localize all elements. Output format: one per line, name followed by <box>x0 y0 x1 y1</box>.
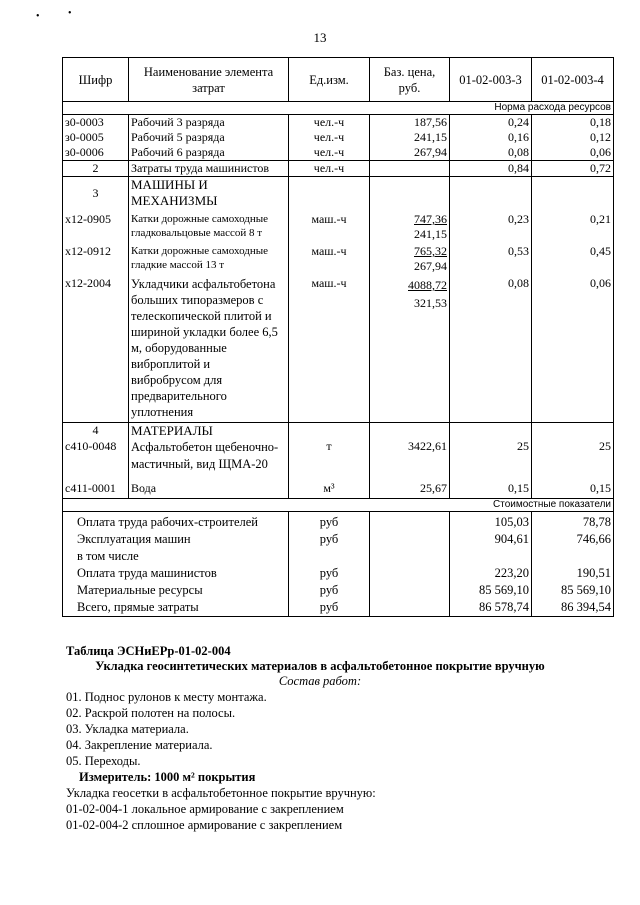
price-operator: 321,53 <box>414 296 447 310</box>
price-operator: 267,94 <box>414 259 447 273</box>
page-number: 13 <box>313 30 327 45</box>
cell-v2: 0,72 <box>532 161 614 177</box>
name-line: Катки дорожные самоходные <box>131 245 269 257</box>
name-line: Укладчики асфальтобетона <box>131 277 276 291</box>
cell-price: 241,15 <box>370 130 450 145</box>
summary-unit: руб <box>289 599 370 617</box>
resource-norm-table <box>62 57 614 617</box>
section-title-line: МЕХАНИЗМЫ <box>131 193 218 208</box>
cell-unit: чел.-ч <box>289 130 370 145</box>
cell-v2: 25 <box>532 439 614 473</box>
header-col1: 01-02-003-3 <box>450 58 532 102</box>
summary-label: Эксплуатация машин <box>63 531 289 548</box>
summary-label: Всего, прямые затраты <box>63 599 289 617</box>
work-step: 01. Поднос рулонов к месту монтажа. <box>66 690 267 704</box>
cell-code: 2 <box>63 161 129 177</box>
cell-price: 25,67 <box>370 473 450 499</box>
cell-code: 4 <box>63 423 129 440</box>
cell-price <box>370 242 450 274</box>
header-code: Шифр <box>63 58 129 102</box>
work-step: 02. Раскрой полотен на полосы. <box>66 706 236 720</box>
header-price: Баз. цена, руб. <box>370 58 450 102</box>
price-value: 765,32 <box>414 244 447 258</box>
cell-unit: т <box>289 439 370 473</box>
summary-v2: 78,78 <box>532 512 614 532</box>
table-row <box>63 209 614 242</box>
table-row <box>63 274 614 423</box>
variant-item: 01-02-004-2 сплошное армирование с закреплением <box>66 818 343 832</box>
name-line: больших типоразмеров с <box>131 293 264 307</box>
cell-v2: 0,15 <box>532 473 614 499</box>
name-line: шириной укладки более 6,5 <box>131 325 278 339</box>
summary-v1: 904,61 <box>450 531 532 548</box>
cell-v2: 0,18 <box>532 115 614 131</box>
cell-price <box>370 161 450 177</box>
summary-row <box>63 531 614 548</box>
table-row <box>63 115 614 131</box>
name-line: предварительного <box>131 389 227 403</box>
cell-v1: 25 <box>450 439 532 473</box>
summary-unit <box>289 548 370 565</box>
cell-price <box>370 209 450 242</box>
name-line: мастичный, вид ЩМА-20 <box>131 457 268 471</box>
work-step: 04. Закрепление материала. <box>66 738 213 752</box>
cell-code: з0-0003 <box>63 115 129 131</box>
price-operator: 241,15 <box>414 227 447 241</box>
cell-name: Рабочий 6 разряда <box>129 145 289 161</box>
cell-v1: 0,24 <box>450 115 532 131</box>
cell-code: з0-0006 <box>63 145 129 161</box>
materials-section-header <box>63 423 614 440</box>
name-line: гладковальцовые массой 8 т <box>131 227 263 239</box>
cell-unit: чел.-ч <box>289 145 370 161</box>
table-row <box>63 145 614 161</box>
cell-price <box>370 274 450 423</box>
scan-mark: • <box>36 11 40 22</box>
summary-v2 <box>532 548 614 565</box>
section-title-line: МАШИНЫ И <box>131 177 208 192</box>
table-row <box>63 130 614 145</box>
cell-v2: 0,06 <box>532 274 614 423</box>
scan-mark: • <box>68 8 72 19</box>
name-line: телескопической плитой и <box>131 309 272 323</box>
cell-v2: 0,06 <box>532 145 614 161</box>
cell-unit: маш.-ч <box>289 274 370 423</box>
variants-intro: Укладка геосетки в асфальтобетонное покрытие вручную: <box>66 786 376 800</box>
cell-code: х12-0905 <box>63 209 129 242</box>
operators-row <box>63 161 614 177</box>
summary-v2: 85 569,10 <box>532 582 614 599</box>
name-line: Асфальтобетон щебеночно- <box>131 440 279 454</box>
cell-v1: 0,84 <box>450 161 532 177</box>
cell-v2: 0,21 <box>532 209 614 242</box>
norm-caption-row <box>63 102 614 115</box>
cell-name <box>129 274 289 423</box>
summary-unit: руб <box>289 531 370 548</box>
cell-v1: 0,16 <box>450 130 532 145</box>
summary-label: в том числе <box>63 548 289 565</box>
name-line: м, оборудованные <box>131 341 227 355</box>
table-row <box>63 242 614 274</box>
summary-label: Материальные ресурсы <box>63 582 289 599</box>
cell-v1: 0,23 <box>450 209 532 242</box>
section-subtitle: Состав работ: <box>278 674 362 688</box>
name-line: гладкие массой 13 т <box>131 259 225 271</box>
name-line: Катки дорожные самоходные <box>131 213 269 225</box>
cell-name <box>129 209 289 242</box>
cell-v1: 0,08 <box>450 274 532 423</box>
cell-name: Рабочий 5 разряда <box>129 130 289 145</box>
cell-name: Вода <box>129 473 289 499</box>
summary-v2: 190,51 <box>532 565 614 582</box>
summary-row <box>63 565 614 582</box>
cell-code: с411-0001 <box>63 473 129 499</box>
measure-unit: Измеритель: 1000 м² покрытия <box>79 770 256 784</box>
header-col2: 01-02-003-4 <box>532 58 614 102</box>
price-value: 4088,72 <box>408 278 447 292</box>
cost-caption-row <box>63 499 614 512</box>
summary-row <box>63 512 614 532</box>
cell-name: Затраты труда машинистов <box>129 161 289 177</box>
summary-row <box>63 599 614 617</box>
cell-unit: маш.-ч <box>289 242 370 274</box>
cell-unit: м³ <box>289 473 370 499</box>
cell-code: с410-0048 <box>63 439 129 473</box>
summary-unit: руб <box>289 582 370 599</box>
name-line: вибробрусом для <box>131 373 223 387</box>
summary-v2: 746,66 <box>532 531 614 548</box>
cell-price: 3422,61 <box>370 439 450 473</box>
summary-v1: 223,20 <box>450 565 532 582</box>
cost-caption: Стоимостные показатели <box>63 499 614 512</box>
section-title: Укладка геосинтетических материалов в асфальтобетонное покрытие вручную <box>95 659 545 673</box>
table-row <box>63 473 614 499</box>
cell-name: Рабочий 3 разряда <box>129 115 289 131</box>
cell-code: з0-0005 <box>63 130 129 145</box>
cell-code: 3 <box>63 177 129 210</box>
section-title: МАТЕРИАЛЫ <box>129 423 289 440</box>
summary-v1: 86 578,74 <box>450 599 532 617</box>
cell-unit: чел.-ч <box>289 115 370 131</box>
section-title <box>129 177 289 210</box>
summary-unit: руб <box>289 565 370 582</box>
summary-label: Оплата труда рабочих-строителей <box>63 512 289 532</box>
cell-name <box>129 439 289 473</box>
header-unit: Ед.изм. <box>289 58 370 102</box>
table-row <box>63 439 614 473</box>
summary-v1 <box>450 548 532 565</box>
name-line: уплотнения <box>131 405 194 419</box>
table-header <box>63 58 614 102</box>
summary-row <box>63 548 614 565</box>
cell-v1: 0,53 <box>450 242 532 274</box>
work-step: 03. Укладка материала. <box>66 722 189 736</box>
summary-v1: 85 569,10 <box>450 582 532 599</box>
cell-price: 267,94 <box>370 145 450 161</box>
cell-v1: 0,08 <box>450 145 532 161</box>
work-step: 05. Переходы. <box>66 754 141 768</box>
name-line: виброплитой и <box>131 357 211 371</box>
summary-v2: 86 394,54 <box>532 599 614 617</box>
cell-unit: маш.-ч <box>289 209 370 242</box>
cell-name <box>129 242 289 274</box>
summary-v1: 105,03 <box>450 512 532 532</box>
table-label: Таблица ЭСНиЕРр-01-02-004 <box>66 644 231 658</box>
norm-caption: Норма расхода ресурсов <box>63 102 614 115</box>
variant-item: 01-02-004-1 локальное армирование с закреплением <box>66 802 344 816</box>
cell-v1: 0,15 <box>450 473 532 499</box>
cell-unit: чел.-ч <box>289 161 370 177</box>
summary-row <box>63 582 614 599</box>
cell-v2: 0,12 <box>532 130 614 145</box>
price-value: 747,36 <box>414 212 447 226</box>
cell-v2: 0,45 <box>532 242 614 274</box>
cell-code: х12-2004 <box>63 274 129 423</box>
summary-label: Оплата труда машинистов <box>63 565 289 582</box>
cell-price: 187,56 <box>370 115 450 131</box>
header-name: Наименование элемента затрат <box>129 58 289 102</box>
summary-unit: руб <box>289 512 370 532</box>
machines-section-header <box>63 177 614 210</box>
cell-code: х12-0912 <box>63 242 129 274</box>
